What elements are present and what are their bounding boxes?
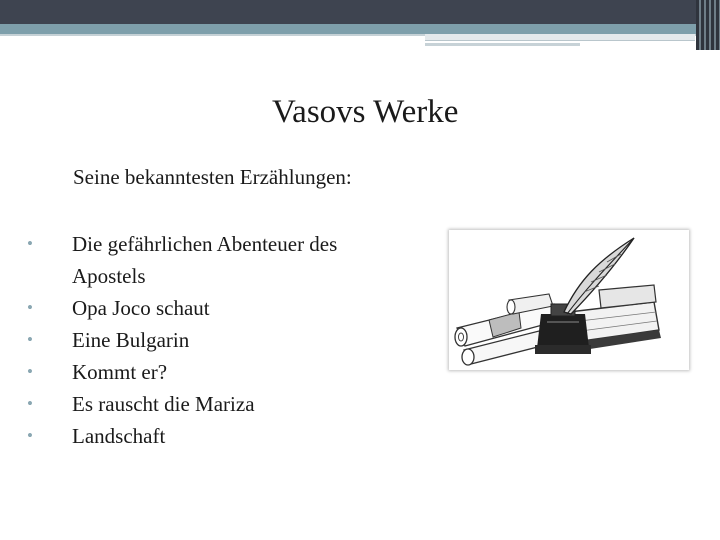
bullet-icon: • <box>27 298 33 317</box>
list-item-text: Eine Bulgarin <box>72 328 190 352</box>
header-band-dark <box>0 0 720 24</box>
header-right-strip <box>696 0 720 50</box>
list-item-text: Die gefährlichen Abenteuer des Apostels <box>72 232 338 288</box>
list-item <box>27 388 407 420</box>
header-accent-stripe-small <box>425 43 580 46</box>
bullet-icon: • <box>27 330 33 349</box>
slide-title: Vasovs Werke <box>272 94 459 130</box>
list-item <box>27 420 407 452</box>
bullet-icon: • <box>27 394 33 413</box>
list-item-text: Es rauscht die Mariza <box>72 392 255 416</box>
bullet-icon: • <box>27 234 33 253</box>
list-item <box>27 228 407 292</box>
list-item <box>27 324 407 356</box>
list-item-text: Opa Joco schaut <box>72 296 210 320</box>
works-list <box>27 228 407 452</box>
list-item-text: Landschaft <box>72 424 166 448</box>
list-item <box>27 356 407 388</box>
bullet-icon: • <box>27 362 33 381</box>
list-item <box>27 292 407 324</box>
list-item-text: Kommt er? <box>72 360 168 384</box>
header-band-accent <box>0 24 720 34</box>
quill-inkwell-books-scrolls-icon <box>449 230 689 370</box>
slide-subtitle: Seine bekanntesten Erzählungen: <box>73 165 352 189</box>
bullet-icon: • <box>27 426 33 445</box>
slide-header-bar <box>0 0 720 50</box>
header-accent-stripe <box>425 34 695 41</box>
